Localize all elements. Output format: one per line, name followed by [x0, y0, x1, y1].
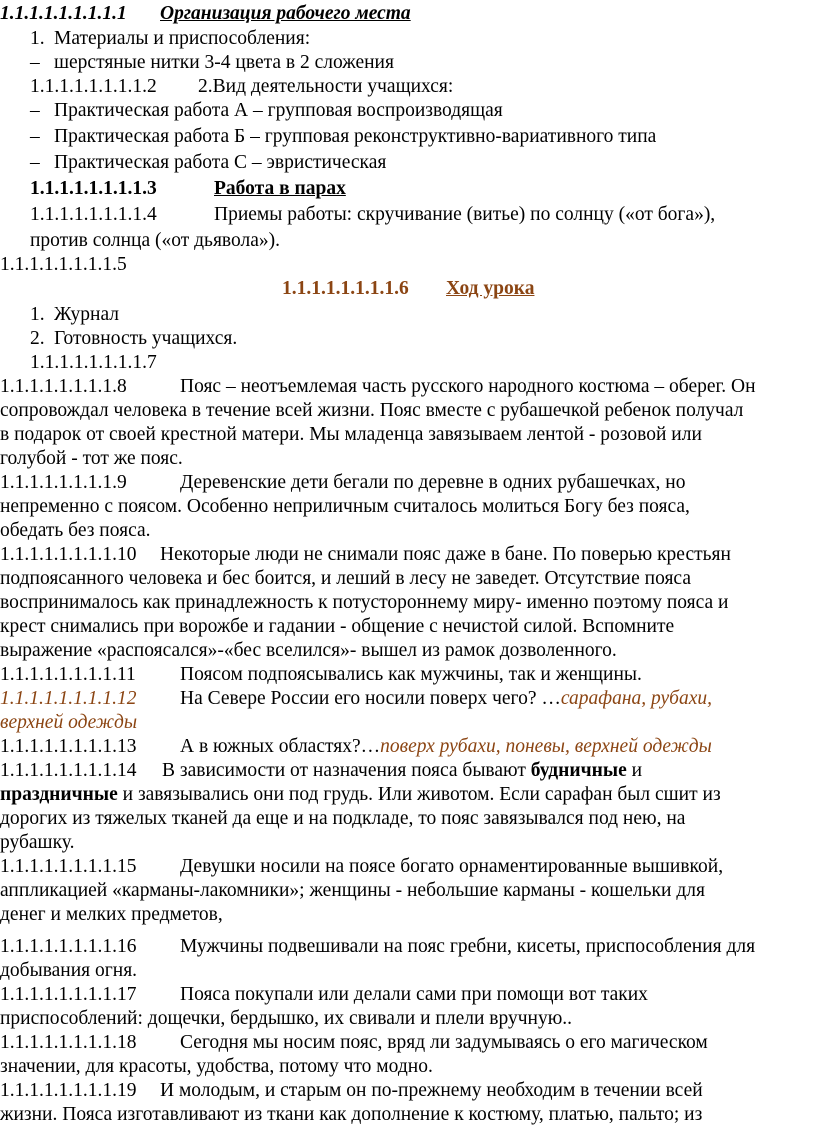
paragraph-line: жизни. Пояса изготавливают из ткани как дополнение к костюму, платью, пальто; из: [0, 1104, 703, 1125]
paragraph-continuation: против солнца («от дьявола»).: [30, 230, 280, 251]
answer-text: сарафана, рубахи,: [560, 688, 713, 709]
numbered-paragraph: 1.1.1.1.1.1.1.1.2 2.Вид деятельности учащихся:: [30, 76, 454, 97]
numbered-paragraph: 1.1.1.1.1.1.1.1.5: [0, 254, 127, 275]
numbered-paragraph: 1.1.1.1.1.1.1.1.13 А в южных областях?…поверх рубахи, поневы, верхней одежды: [0, 736, 712, 757]
paragraph-line: добывания огня.: [0, 960, 138, 981]
list-item: – Практическая работа Б – групповая реконструктивно-вариативного типа: [30, 126, 657, 147]
paragraph-line: аппликацией «карманы-лакомники»; женщины - небольшие карманы - кошельки для: [0, 880, 705, 901]
numbered-paragraph: 1.1.1.1.1.1.1.1.3 Работа в парах: [30, 178, 346, 199]
section-heading: [0, 2, 411, 26]
list-item: – шерстяные нитки 3-4 цвета в 2 сложения: [30, 52, 394, 73]
paragraph-line: в подарок от своей крестной матери. Мы младенца завязываем лентой - розовой или: [0, 424, 702, 445]
numbered-paragraph: 1.1.1.1.1.1.1.1.9 Деревенские дети бегали по деревне в одних рубашечках, но: [0, 472, 686, 493]
numbered-paragraph: 1.1.1.1.1.1.1.1.16 Мужчины подвешивали на пояс гребни, кисеты, приспособления для: [0, 936, 756, 957]
paragraph-line: приспособлений: дощечки, бердышко, их свивали и плели вручную..: [0, 1008, 573, 1029]
numbered-paragraph: 1.1.1.1.1.1.1.1.12 На Севере России его носили поверх чего? …сарафана, рубахи,: [0, 688, 713, 709]
answer-text: верхней одежды: [0, 712, 138, 733]
numbered-paragraph: 1.1.1.1.1.1.1.1.17 Пояса покупали или делали сами при помощи вот таких: [0, 984, 648, 1005]
list-item: 1. Материалы и приспособления:: [30, 28, 311, 49]
list-item: 2. Готовность учащихся.: [30, 328, 238, 349]
paragraph-line: значении, для красоты, удобства, потому что модно.: [0, 1056, 433, 1077]
paragraph-line: денег и мелких предметов,: [0, 904, 223, 925]
paragraph-line: выражение «распоясался»-«бес вселился»- вышел из рамок дозволенного.: [0, 640, 617, 661]
list-item: – Практическая работа С – эвристическая: [30, 152, 387, 173]
heading-title: Организация рабочего места: [160, 3, 411, 24]
answer-text: поверх рубахи, поневы, верхней одежды: [380, 736, 712, 757]
numbered-paragraph: 1.1.1.1.1.1.1.1.8 Пояс – неотъемлемая часть русского народного костюма – оберег. Он: [0, 376, 756, 397]
paragraph-line: рубашку.: [0, 832, 75, 853]
list-item: 1. Журнал: [30, 304, 120, 325]
paragraph-line: обедать без пояса.: [0, 520, 151, 541]
lesson-heading: 1.1.1.1.1.1.1.1.6 Ход урока: [282, 278, 535, 299]
paragraph-line: сопровождал человека в течение всей жизни. Пояс вместе с рубашечкой ребенок получал: [0, 400, 744, 421]
numbered-paragraph: 1.1.1.1.1.1.1.1.15 Девушки носили на поясе богато орнаментированные вышивкой,: [0, 856, 724, 877]
paragraph-line: воспринималось как принадлежность к потустороннему миру- именно поэтому пояса и: [0, 592, 729, 613]
numbered-paragraph: 1.1.1.1.1.1.1.1.14 В зависимости от назначения пояса бывают будничные и: [0, 760, 643, 781]
heading-number: 1.1.1.1.1.1.1.1.1: [0, 3, 127, 24]
list-item: – Практическая работа А – групповая воспроизводящая: [30, 100, 503, 121]
paragraph-line: дорогих из тяжелых тканей да еще и на подкладе, то пояс завязывался под нею, на: [0, 808, 686, 829]
paragraph-line: непременно с поясом. Особенно неприличным считалось молиться Богу без пояса,: [0, 496, 690, 517]
numbered-paragraph: 1.1.1.1.1.1.1.1.18 Сегодня мы носим пояс, вряд ли задумываясь о его магическом: [0, 1032, 708, 1053]
numbered-paragraph: 1.1.1.1.1.1.1.1.4 Приемы работы: скручивание (витье) по солнцу («от бога»),: [30, 204, 716, 225]
paragraph-line: подпоясанного человека и бес боится, и леший в лесу не заведет. Отсутствие пояса: [0, 568, 691, 589]
numbered-paragraph: 1.1.1.1.1.1.1.1.10 Некоторые люди не снимали пояс даже в бане. По поверью крестьян: [0, 544, 731, 565]
numbered-paragraph: 1.1.1.1.1.1.1.1.19 И молодым, и старым он по-прежнему необходим в течении всей: [0, 1080, 703, 1101]
paragraph-line: крест снимались при ворожбе и гадании - общение с нечистой силой. Вспомните: [0, 616, 675, 637]
paragraph-line: праздничные и завязывались они под грудь. Или животом. Если сарафан был сшит из: [0, 784, 721, 805]
paragraph-line: голубой - тот же пояс.: [0, 448, 183, 469]
numbered-paragraph: 1.1.1.1.1.1.1.1.7: [30, 352, 157, 373]
numbered-paragraph: 1.1.1.1.1.1.1.1.11 Поясом подпоясывались как мужчины, так и женщины.: [0, 664, 642, 685]
